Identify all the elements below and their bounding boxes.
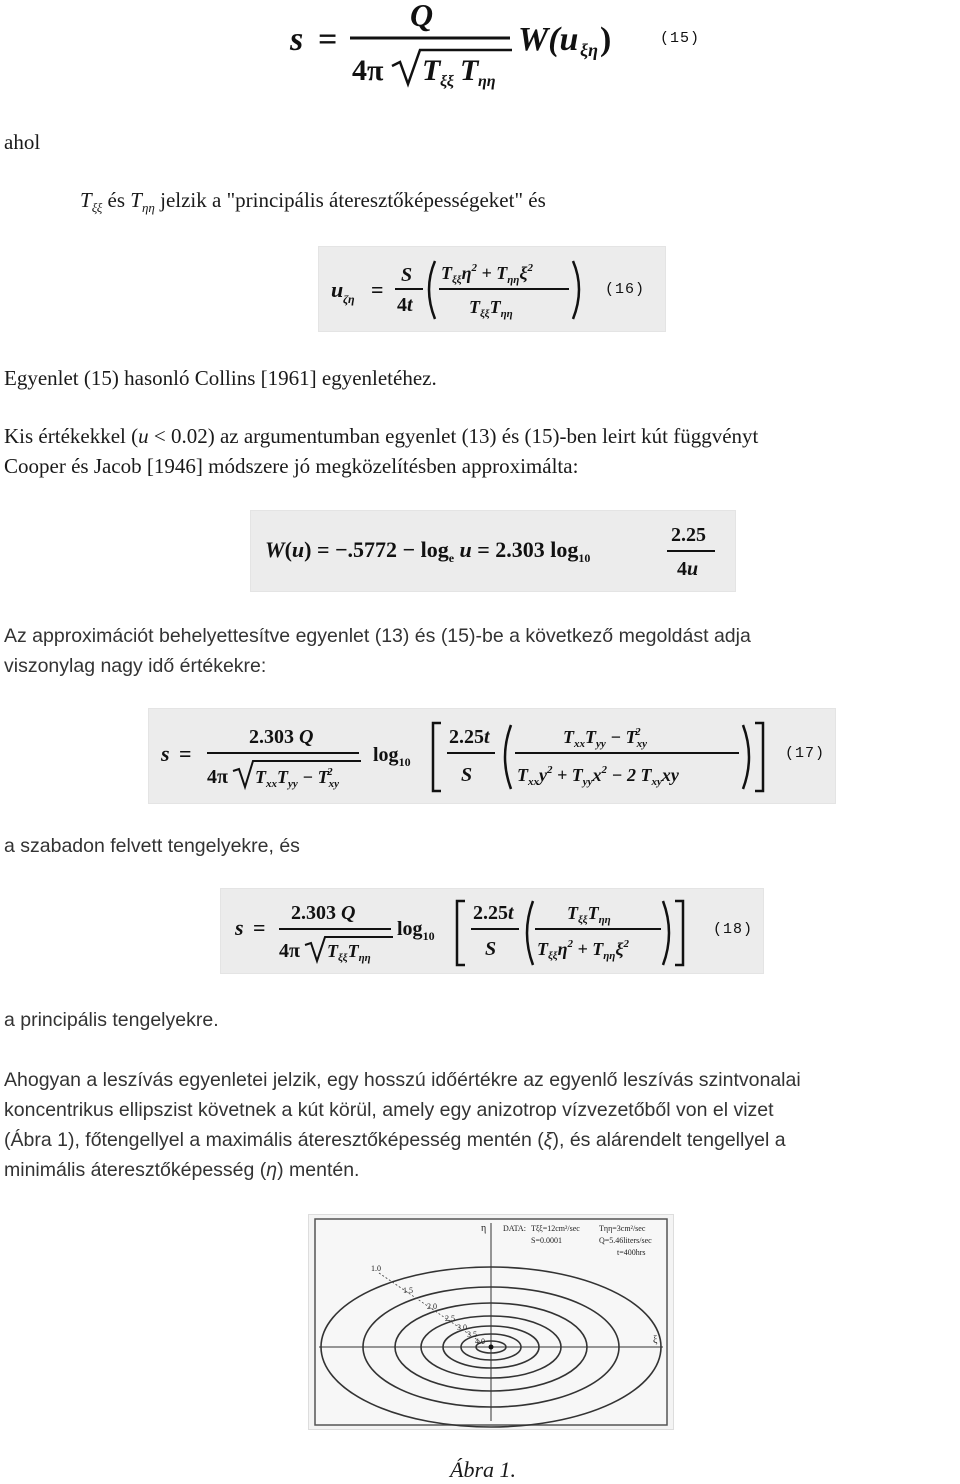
svg-text:Tξξη2 + Tηηξ2: $T_{\xi\xi}\eta^2 + T_{\eta\eta}\xi^2$	[537, 938, 629, 962]
fig-t-etaeta: Tηη=3cm²/sec	[599, 1224, 646, 1233]
axis-xi-label: ξ	[653, 1335, 658, 1346]
svg-text:TxxTyy − Txy2: $T_{xx}T_{yy} - T_{xy}2$	[255, 766, 340, 790]
contour-label-1-5: 1.5	[403, 1286, 413, 1295]
svg-text:4t: 4t	[397, 294, 413, 316]
svg-text:ξη: ξη	[580, 40, 598, 60]
equation-cooper-jacob	[250, 510, 736, 592]
svg-text:): )	[600, 21, 612, 58]
svg-text:TxxTyy − Txy2: $T_{xx}T_{yy} - T_{xy}2$	[563, 726, 648, 750]
p6-l4-a: minimális áteresztőképesség (	[4, 1159, 267, 1181]
contour-label-1-0: 1.0	[371, 1264, 381, 1273]
svg-text:log10: $\log_{10}$	[373, 744, 411, 769]
equation-17-number: (17)	[785, 745, 826, 762]
svg-text:TξξTηη: $T_{\xi\xi}T_{\eta\eta}$	[469, 297, 513, 320]
sub-xixi: ξξ	[91, 200, 103, 216]
equation-18-formula	[221, 889, 763, 973]
fig-q: Q=5.46liters/sec	[599, 1236, 652, 1245]
p6-xi: ξ	[543, 1129, 553, 1151]
paragraph-small-values-line1	[4, 422, 758, 450]
paragraph-arbitrary-axes: a szabadon felvett tengelyekre, és	[4, 835, 300, 857]
text-ahol: ahol	[4, 130, 41, 154]
svg-text:=: =	[253, 915, 266, 940]
svg-text:TξξTηη: $T_{\xi\xi}T_{\eta\eta}$	[327, 941, 371, 964]
equation-16-number: (16)	[605, 281, 646, 298]
svg-text:S: S	[485, 938, 497, 960]
equation-15-formula	[280, 0, 710, 96]
svg-text:TξξTηη: $T_{\xi\xi}T_{\eta\eta}$	[567, 903, 611, 926]
figure-ellipses-svg	[309, 1215, 673, 1429]
svg-text:ξξ: ξξ	[440, 73, 454, 90]
fig-t-xixi: Tξξ=12cm²/sec	[531, 1224, 580, 1233]
t-xixi: T	[80, 188, 92, 212]
contour-label-4-0: 4.0	[475, 1337, 485, 1346]
paragraph-drawdown-line4	[4, 1156, 359, 1184]
svg-text:u: u	[331, 277, 344, 302]
svg-text:=: =	[371, 277, 384, 302]
svg-text:2.25t: 2.25t	[449, 726, 490, 748]
svg-text:W(u) = −.5772 − loge u = 2.303: $W(u) = -.5772 - \log_e u = 2.303$ $\log_{10}$	[265, 537, 591, 565]
equation-15	[280, 0, 710, 96]
equation-17	[148, 708, 836, 804]
svg-text:4π: 4π	[279, 940, 300, 962]
equation-cooper-jacob-formula	[251, 511, 735, 591]
equation-15-number: (15)	[660, 30, 701, 47]
svg-text:4π: 4π	[207, 766, 228, 788]
svg-text:2.25: 2.25	[671, 524, 706, 546]
svg-text:Q: Q	[410, 0, 434, 33]
paragraph-principal-axes: a principális tengelyekre.	[4, 1009, 219, 1031]
axis-eta-label: η	[481, 1223, 487, 1234]
svg-text:=: =	[179, 741, 192, 766]
p6-l3-a: (Ábra 1), főtengellyel a maximális áteresztőképesség mentén (	[4, 1129, 544, 1151]
svg-text:=: =	[318, 21, 338, 58]
paragraph-drawdown-line3	[4, 1126, 786, 1154]
p6-l4-b: ) mentén.	[277, 1159, 360, 1181]
svg-text:W(u: W(u	[518, 21, 579, 58]
svg-text:Tξξη2 + Tηηξ2: $T_{\xi\xi}\eta^2 + T_{\eta\eta}\xi^2$	[441, 262, 533, 286]
svg-text:4π: 4π	[352, 54, 384, 87]
paragraph-drawdown-line1: Ahogyan a leszívás egyenletei jelzik, egy hosszú időértékre az egyenlő leszívás szintvonalai	[4, 1069, 801, 1091]
svg-text:Txxy2 + Tyyx2 − 2 Txyxy: $T_{xx}y^2 + T_{yy}x^2 - 2$ $T_{xy}xy$	[517, 764, 679, 788]
principal-line	[80, 186, 546, 222]
paragraph-approx-line1: Az approximációt behelyettesítve egyenlet (13) és (15)-be a következő megoldást adja	[4, 625, 751, 647]
figure-caption: Ábra 1.	[450, 1457, 516, 1482]
paragraph-collins: Egyenlet (15) hasonló Collins [1961] egyenletéhez.	[4, 366, 437, 390]
svg-text:s: s	[290, 21, 304, 58]
svg-text:T: T	[460, 54, 479, 87]
equation-17-formula	[149, 709, 835, 803]
paragraph-small-values-line2: Cooper és Jacob [1946] módszere jó megközelítésben approximálta:	[4, 454, 579, 478]
principal-line-rest: jelzik a "principális áteresztőképességeket" és	[154, 188, 546, 212]
figure-ellipses	[308, 1214, 674, 1430]
contour-label-3-0: 3.0	[457, 1323, 467, 1332]
sub-etaeta: ηη	[141, 200, 155, 216]
equation-18-number: (18)	[713, 921, 754, 938]
svg-text:2.303 Q: 2.303 Q	[291, 902, 356, 924]
equation-16	[318, 246, 666, 332]
paragraph-approx-line2: viszonylag nagy idő értékekre:	[4, 655, 267, 677]
svg-text:4u: 4u	[677, 558, 699, 580]
p6-l3-b: ), és alárendelt tengellyel a	[552, 1129, 786, 1151]
svg-text:T: T	[422, 54, 441, 87]
fig-data-label: DATA:	[503, 1224, 526, 1233]
svg-text:2.25t: 2.25t	[473, 902, 514, 924]
svg-text:ηη: ηη	[478, 73, 496, 90]
p2-u: u	[138, 424, 149, 448]
svg-text:S: S	[401, 264, 413, 286]
svg-text:S: S	[461, 764, 473, 786]
contour-label-2-0: 2.0	[427, 1302, 437, 1311]
p6-eta: η	[266, 1159, 278, 1181]
svg-text:2.303 Q: 2.303 Q	[249, 726, 314, 748]
contour-label-3-5: 3.5	[467, 1330, 477, 1339]
svg-text:ζη: ζη	[343, 292, 355, 306]
fig-s: S=0.0001	[531, 1236, 562, 1245]
t-etaeta: T	[130, 188, 142, 212]
p2-b: < 0.02) az argumentumban egyenlet (13) és (15)-ben leirt kút függvényt	[148, 424, 759, 448]
conj-es: és	[102, 188, 131, 212]
p2-a: Kis értékekkel (	[4, 424, 139, 448]
paragraph-drawdown-line2: koncentrikus ellipszist követnek a kút körül, amely egy anizotrop vízvezetőből von el vizet	[4, 1099, 774, 1121]
contour-label-2-5: 2.5	[445, 1314, 455, 1323]
fig-t: t=400hrs	[617, 1248, 646, 1257]
svg-text:s: s	[161, 741, 170, 766]
equation-18	[220, 888, 764, 974]
svg-text:s: s	[235, 915, 244, 940]
svg-text:log10: $\log_{10}$	[397, 918, 435, 943]
